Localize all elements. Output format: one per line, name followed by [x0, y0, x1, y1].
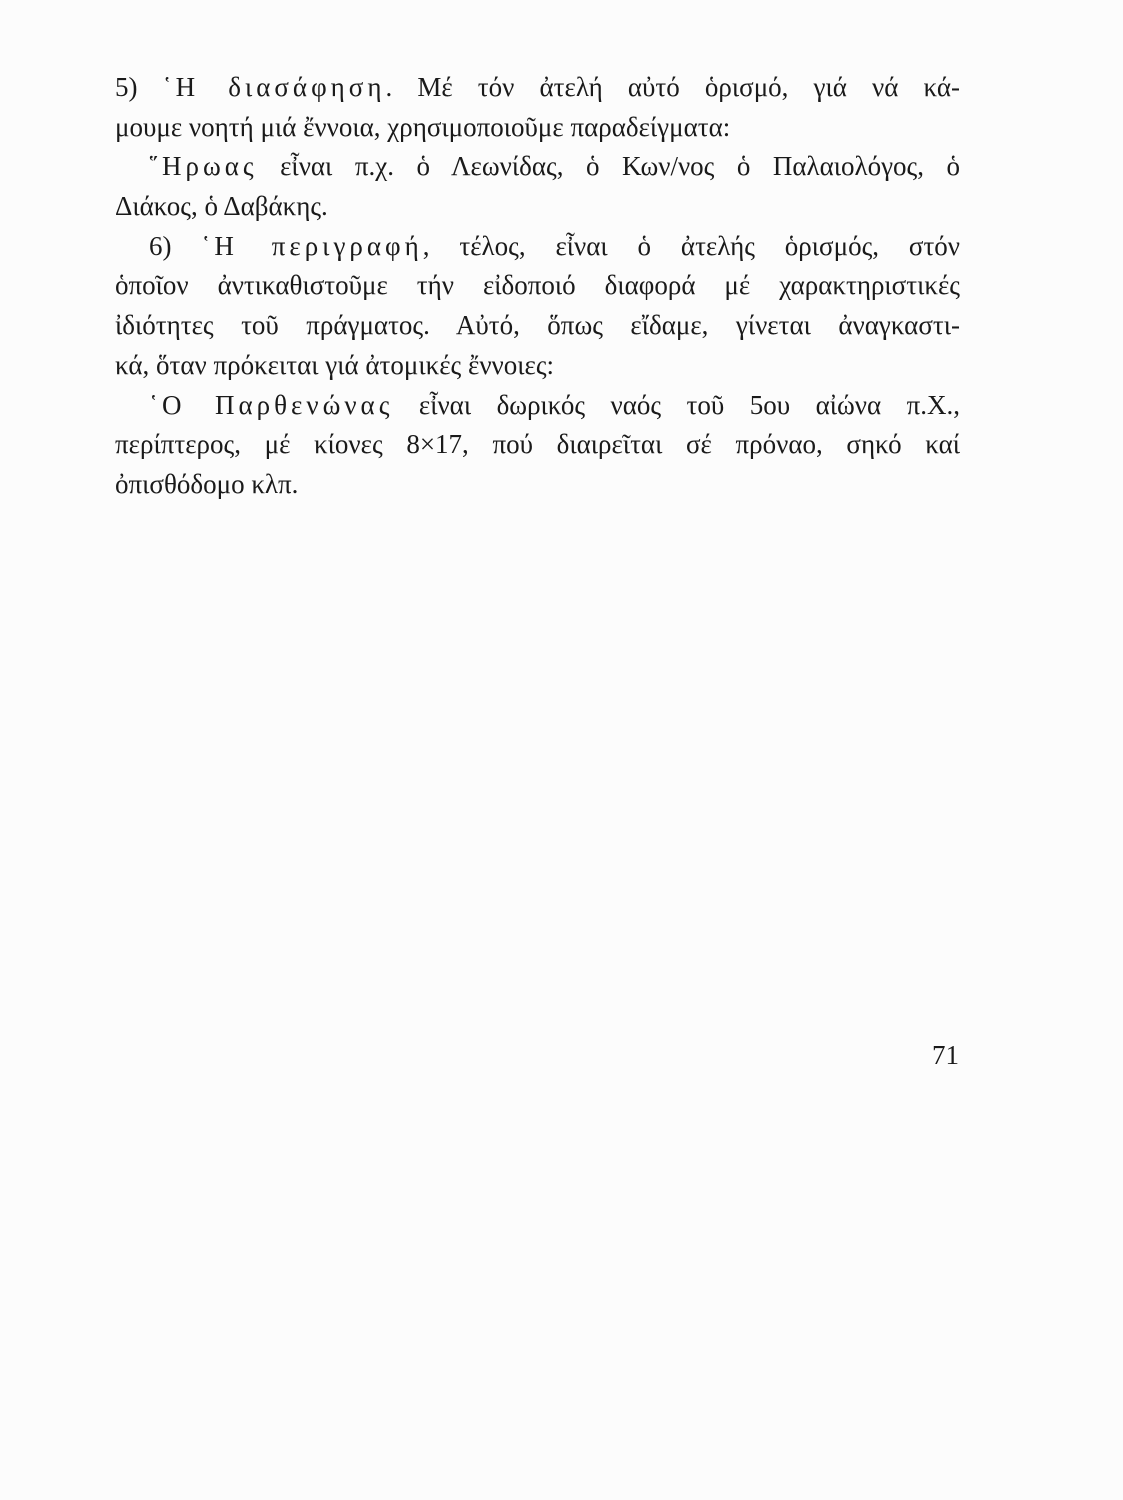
body-text	[115, 68, 960, 505]
text-run: κά, ὅταν πρόκειται γιά ἀτομικές ἔννοιες:	[115, 349, 555, 380]
text-line	[115, 465, 960, 505]
text-run: ἰδιότητες τοῦ πράγματος. Αὐτό, ὅπως εἴδαμε, γίνεται ἀναγκαστι-	[115, 310, 960, 341]
term-example: ῞Ηρωας	[149, 151, 258, 182]
item-number: 5)	[115, 72, 163, 102]
page-number: 71	[932, 1040, 959, 1070]
text-run: μουμε νοητή μιά ἔννοια, χρησιμοποιοῦμε παραδείγματα:	[115, 111, 731, 142]
item-number: 6)	[149, 230, 202, 261]
text-line	[115, 227, 960, 267]
text-line	[115, 425, 960, 465]
text-run: περίπτερος, μέ κίονες 8×17, πού διαιρεῖται σέ πρόναο, σηκό καί	[115, 429, 960, 460]
term-heading: ῾Η περιγραφή	[201, 230, 423, 261]
term-heading: ῾Η διασάφηση	[162, 72, 386, 102]
text-line	[115, 108, 960, 148]
text-line	[115, 147, 960, 187]
text-run: εἶναι π.χ. ὁ Λεωνίδας, ὁ Κων/νος ὁ Παλαιολόγος, ὁ	[257, 151, 960, 182]
text-line	[115, 68, 960, 108]
text-run: , τέλος, εἶναι ὁ ἀτελής ὁρισμός, στόν	[422, 230, 961, 261]
text-run: ὁποῖον ἀντικαθιστοῦμε τήν εἰδοποιό διαφορά μέ χαρακτηριστικές	[115, 270, 960, 301]
text-run: Διάκος, ὁ Δαβάκης.	[115, 191, 328, 222]
text-run: ὀπισθόδομο κλπ.	[115, 468, 299, 499]
text-run: εἶναι δωρικός ναός τοῦ 5ου αἰώνα π.Χ.,	[393, 389, 960, 420]
text-run: . Μέ τόν ἀτελή αὐτό ὁρισμό, γιά νά κά-	[385, 72, 960, 102]
text-line	[115, 187, 960, 227]
text-line	[115, 346, 960, 386]
text-line	[115, 386, 960, 426]
term-example: ῾Ο Παρθενώνας	[149, 389, 394, 420]
text-line	[115, 306, 960, 346]
text-line	[115, 266, 960, 306]
